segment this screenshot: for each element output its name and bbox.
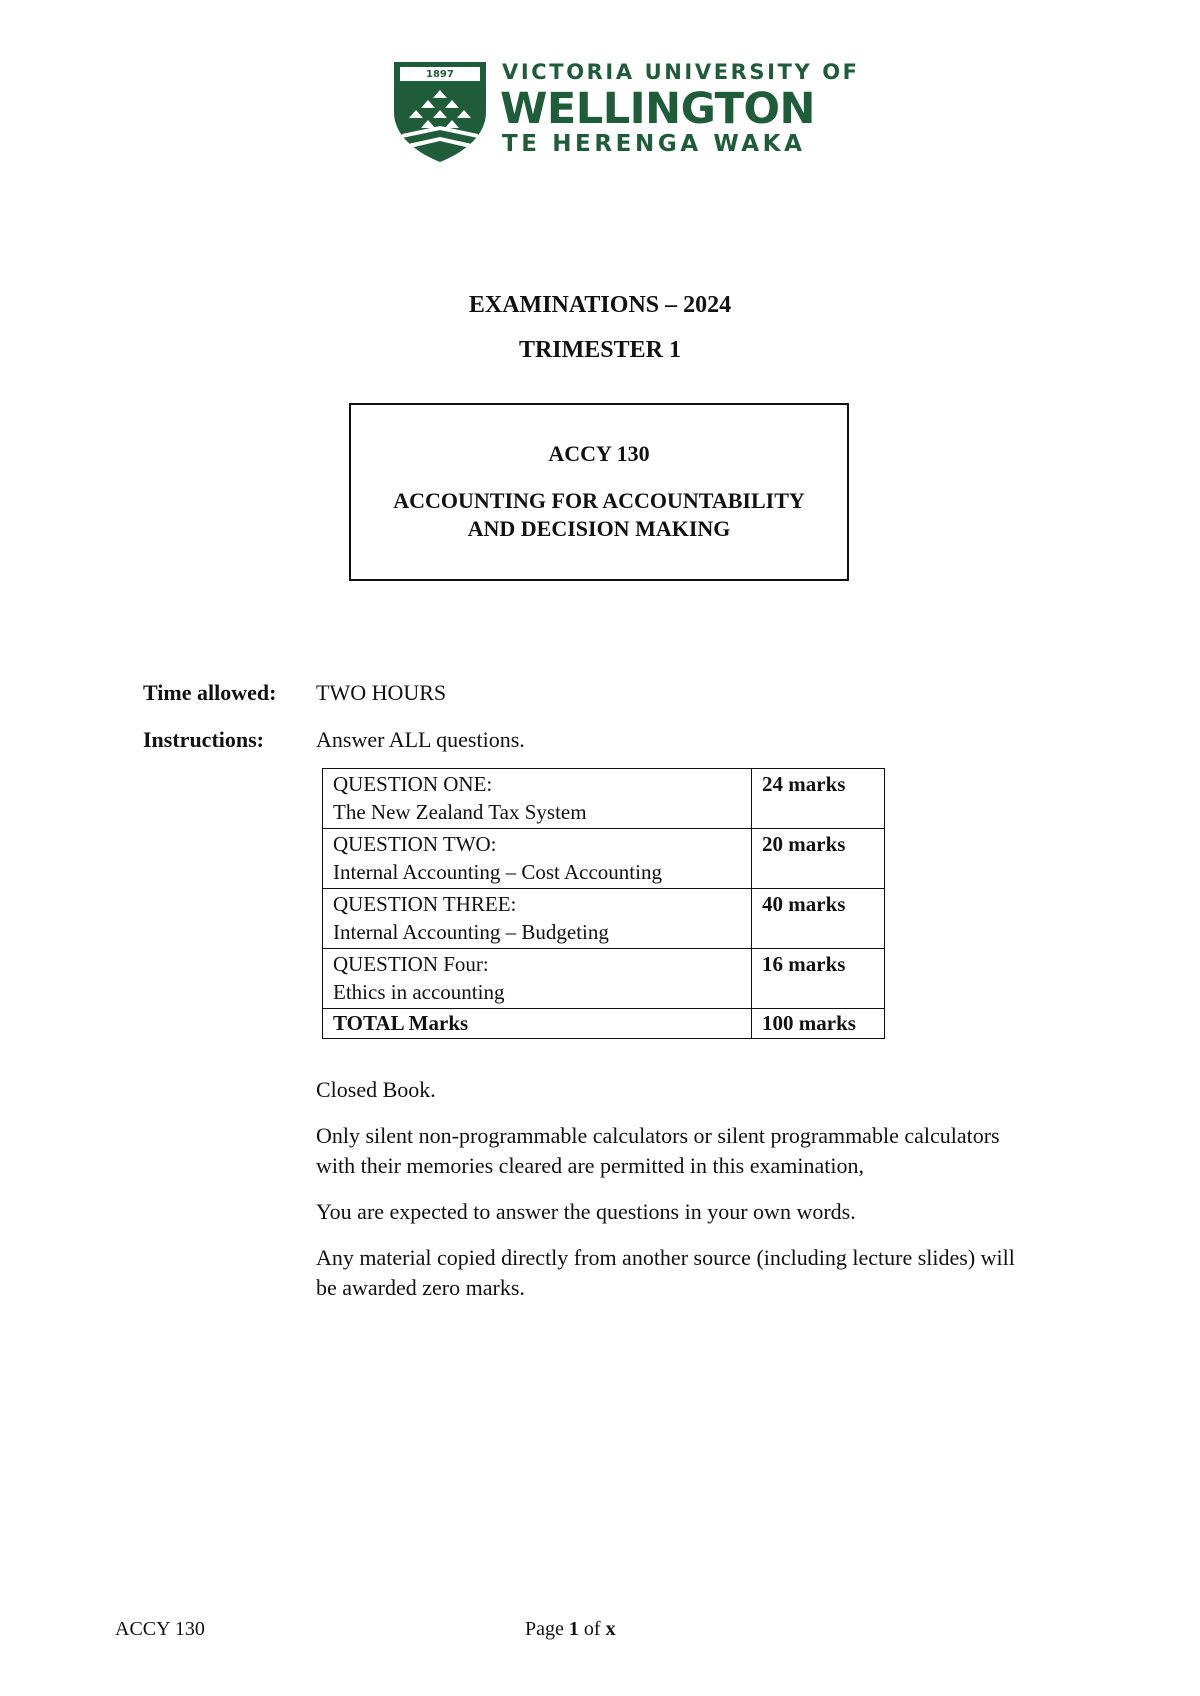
marks-cell: 24 marks: [752, 769, 885, 829]
university-logo: [390, 60, 860, 170]
trimester-title: TRIMESTER 1: [518, 337, 682, 363]
instructions-label: Instructions:: [143, 727, 265, 752]
copied-material-note: [316, 1243, 1096, 1303]
question-topic: Ethics in accounting: [333, 980, 505, 1004]
question-cell: [323, 829, 752, 889]
course-box: [349, 403, 849, 581]
logo-line-maori-name: TE HERENGA WAKA: [502, 131, 806, 157]
copied-material-line1: Any material copied directly from another source (including lecture slides) will: [316, 1245, 1015, 1270]
marks-cell: 20 marks: [752, 829, 885, 889]
question-title: QUESTION THREE:: [333, 892, 517, 916]
footer-page-number: [525, 1618, 616, 1641]
marks-cell: 40 marks: [752, 889, 885, 949]
marks-table: [322, 768, 885, 1039]
course-name: [351, 487, 847, 543]
logo-line-university: VICTORIA UNIVERSITY OF: [502, 60, 860, 84]
instructions-value: Answer ALL questions.: [316, 727, 525, 752]
calculator-note-line1: Only silent non-programmable calculators or silent programmable calculators: [316, 1123, 1000, 1148]
total-label: TOTAL Marks: [323, 1009, 752, 1039]
calculator-note-line2: with their memories cleared are permitted in this examination,: [316, 1153, 864, 1178]
page-current: 1: [568, 1618, 579, 1640]
copied-material-line2: be awarded zero marks.: [316, 1275, 525, 1300]
question-topic: Internal Accounting – Budgeting: [333, 920, 609, 944]
course-name-line1: ACCOUNTING FOR ACCOUNTABILITY: [393, 488, 805, 513]
total-row: [323, 1009, 885, 1039]
closed-book-note: Closed Book.: [316, 1077, 436, 1102]
question-cell: [323, 769, 752, 829]
table-row: [323, 769, 885, 829]
exam-title: EXAMINATIONS – 2024: [468, 292, 732, 318]
marks-cell: 16 marks: [752, 949, 885, 1009]
question-cell: [323, 949, 752, 1009]
course-name-line2: AND DECISION MAKING: [467, 516, 731, 541]
crest-year: 1897: [426, 69, 454, 80]
calculator-note: [316, 1121, 1096, 1181]
page-total: x: [605, 1618, 616, 1640]
footer-course-code: ACCY 130: [115, 1618, 205, 1640]
question-topic: The New Zealand Tax System: [333, 800, 587, 824]
table-row: [323, 949, 885, 1009]
page-prefix: Page: [525, 1618, 569, 1640]
time-allowed-value: TWO HOURS: [316, 680, 447, 705]
table-row: [323, 889, 885, 949]
question-title: QUESTION Four:: [333, 952, 489, 976]
question-title: QUESTION ONE:: [333, 772, 493, 796]
question-cell: [323, 889, 752, 949]
course-code: ACCY 130: [548, 441, 650, 466]
table-row: [323, 829, 885, 889]
question-title: QUESTION TWO:: [333, 832, 497, 856]
question-topic: Internal Accounting – Cost Accounting: [333, 860, 662, 884]
logo-line-wellington: WELLINGTON: [500, 84, 816, 134]
time-allowed-label: Time allowed:: [143, 680, 277, 705]
total-marks: 100 marks: [752, 1009, 885, 1039]
page-of: of: [578, 1618, 606, 1640]
own-words-note: You are expected to answer the questions in your own words.: [316, 1199, 856, 1224]
